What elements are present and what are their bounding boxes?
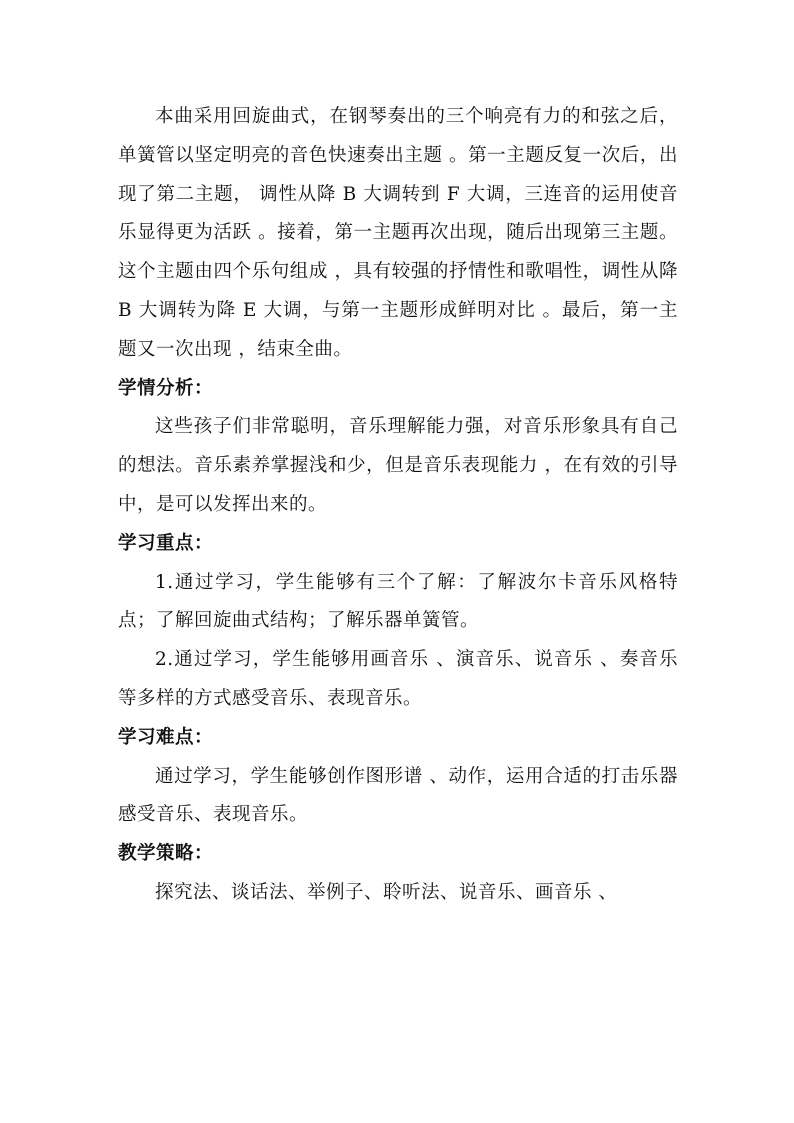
difficulties-text: 通过学习，学生能够创作图形谱 、动作，运用合适的打击乐器感受音乐、表现音乐。: [118, 765, 678, 826]
key-points-heading: 学习重点：: [118, 532, 214, 554]
intro-paragraph: 本曲采用回旋曲式，在钢琴奏出的三个响亮有力的和弦之后，单簧管以坚定明亮的音色快速奏出主题 。第一主题反复一次后，出现了第二主题， 调性从降 B 大调转到 F 大调，三连音的运用使音乐显得更为活跃 。接着，第一主题再次出现，随后出现第三主题。这个主题由四个乐句组成 ，具有较强的抒情性和歌唱性，调性从降 B 大调转为降 E 大调，与第一主题形成鲜明对比 。最后，第一主题又一次出现 ，结束全曲。: [118, 106, 678, 360]
learner-analysis-text: 这些孩子们非常聪明，音乐理解能力强，对音乐形象具有自己的想法。音乐素养掌握浅和少，但是音乐表现能力 ，在有效的引导中，是可以发挥出来的。: [118, 416, 678, 515]
learner-analysis-heading: 学情分析：: [118, 377, 214, 399]
key-point-item-1: 1.通过学习，学生能够有三个了解：了解波尔卡音乐风格特点；了解回旋曲式结构；了解乐器单簧管。: [118, 571, 678, 632]
document-body: [118, 98, 678, 913]
strategies-text: 探究法、谈话法、举例子、聆听法、说音乐、画音乐 、: [155, 881, 618, 903]
difficulties-heading: 学习难点：: [118, 726, 214, 748]
key-point-item-2: 2.通过学习，学生能够用画音乐 、演音乐、说音乐 、奏音乐等多样的方式感受音乐、表现音乐。: [118, 649, 678, 709]
strategies-heading: 教学策略：: [118, 843, 214, 865]
